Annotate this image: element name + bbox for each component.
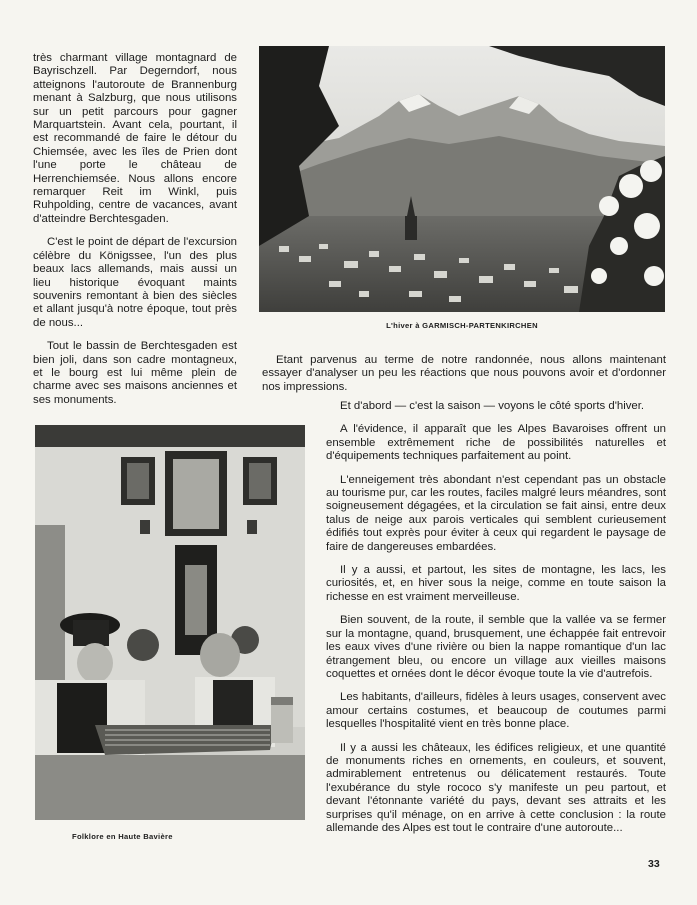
right-paragraph-6: Les habitants, d'ailleurs, fidèles à leurs usages, conservent avec amour certains costumes, et beaucoup de coutumes parmi lesquelles l'hospitalité vient en très bonne place. [326, 691, 666, 731]
intro-paragraph: Etant parvenus au terme de notre randonnée, nous allons maintenant essayer d'analyser un peu les réactions que nous pouvons avoir et d'ordonner nos impressions. [262, 354, 666, 393]
folklore-photo-image [35, 425, 305, 820]
right-paragraph-3: L'enneigement très abondant n'est cependant pas un obstacle au tourisme pur, car les routes, faciles malgré leurs méandres, sont soigneusement dégagées, et la circulation se fait ainsi, entre deux talus de neige aux parois verticales qui semblent curieusement édifiés tout exprès pour éviter à ceux qui regardent le paysage de faire de dangereuses embardées. [326, 473, 666, 553]
left-paragraph-1: très charmant village montagnard de Bayrischzell. Par Degerndorf, nous atteignons l'autoroute de Brannenburg menant à Salzburg, que nous utilisons sur un petit parcours pour gagner Marquartstein. Avant cela, pourtant, il est recommandé de faire le détour du Chiemsée, avec les îles de Prien dont l'une porte le château de Herrenchiemsée. Nous allons encore remarquer Reit im Winkl, puis Ruhpolding, centre de vacances, avant d'atteindre Berchtesgaden. [33, 52, 237, 225]
folklore-photo [35, 425, 305, 820]
right-paragraph-7: Il y a aussi les châteaux, les édifices religieux, et une quantité de monuments riches en ornements, en couleurs, et souvent, admirablement entretenus ou délicatement restaurés. Toute l'exubérance du style rococo s'y manifeste un peu partout, et devant l'étonnante variété du pays, devant ses attraits et les surprises qu'il ménage, on en arrive à cette conclusion : la route allemande des Alpes est tout le contraire d'une autoroute... [326, 741, 666, 834]
garmisch-winter-photo [259, 46, 665, 312]
left-column-text [33, 52, 237, 417]
right-paragraph-5: Bien souvent, de la route, il semble que la vallée va se fermer sur la montagne, quand, brusquement, une échappée fait entrevoir les eaux vives d'une rivière ou bien la nappe romantique d'un lac étrangement bleu, ou encore un village aux vieilles maisons coquettes et ornées dont le décor évoque toute la vie d'autrefois. [326, 614, 666, 680]
garmisch-winter-photo-image [259, 46, 665, 312]
right-paragraph-1: Et d'abord — c'est la saison — voyons le côté sports d'hiver. [340, 400, 645, 412]
right-column-text [326, 400, 666, 845]
folklore-photo-caption: Folklore en Haute Bavière [72, 832, 173, 841]
intro-text [262, 354, 666, 404]
right-paragraph-2: A l'évidence, il apparaît que les Alpes Bavaroises offrent un ensemble extrêmement riche de possibilités naturelles et d'équipements techniques parfaitement au point. [326, 423, 666, 463]
right-paragraph-4: Il y a aussi, et partout, les sites de montagne, les lacs, les curiosités, et, en hiver sous la neige, comme en toute saison la richesse en est vraiment merveilleuse. [326, 564, 666, 603]
garmisch-photo-caption: L'hiver à GARMISCH-PARTENKIRCHEN [386, 321, 538, 330]
left-paragraph-3: Tout le bassin de Berchtesgaden est bien joli, dans son cadre montagneux, et le bourg est lui même plein de charme avec ses maisons anciennes et ses monuments. [33, 340, 237, 406]
left-paragraph-2: C'est le point de départ de l'excursion célèbre du Königssee, l'un des plus beaux lacs allemands, mais aussi un lieu historique évoquant maints souvenirs remontant à bien des siècles et allant jusqu'à notre époque, tout près de nous... [33, 236, 237, 329]
page-number: 33 [648, 858, 660, 870]
